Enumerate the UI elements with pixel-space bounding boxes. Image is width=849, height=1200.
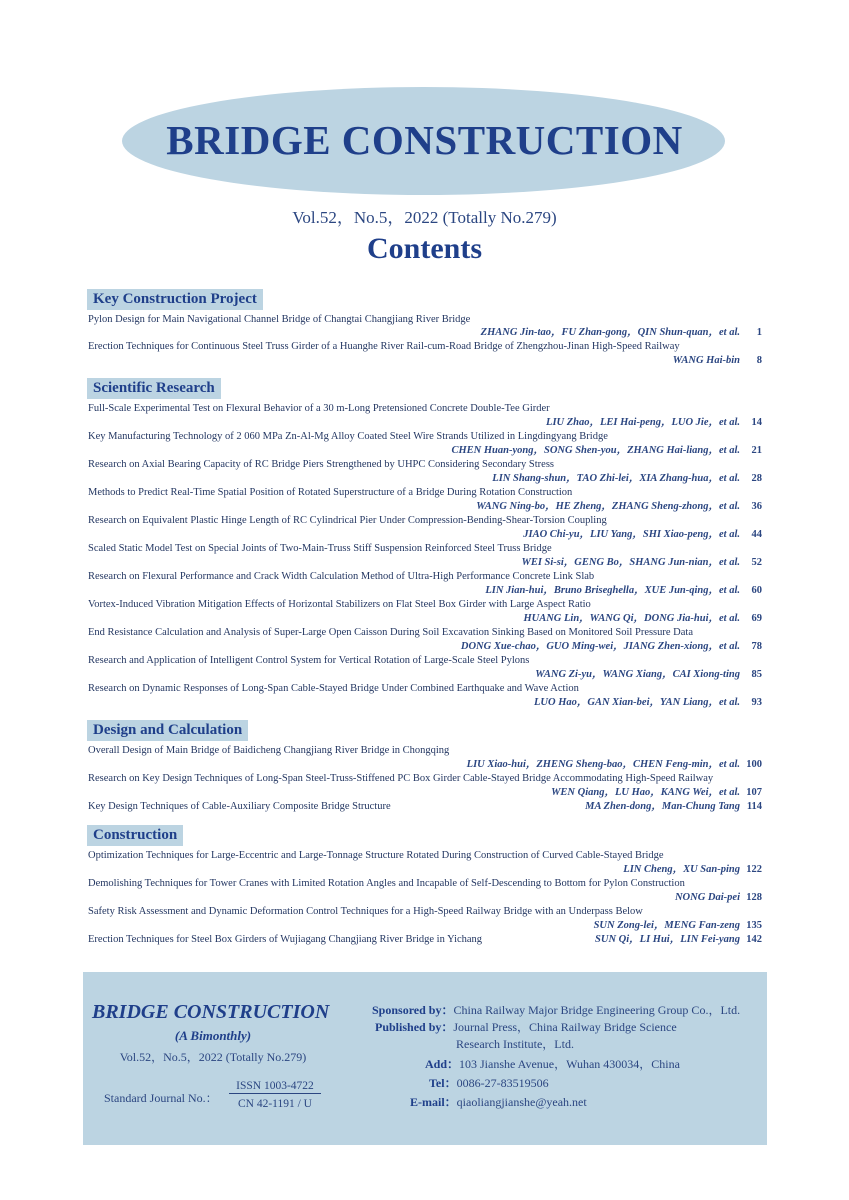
article-title: Key Manufacturing Technology of 2 060 MPa Zn-Al-Mg Alloy Coated Steel Wire Strands Utilized in Lingdingyang Bridge (88, 431, 608, 442)
published-by-continued: Research Institute，Ltd. (456, 1037, 574, 1051)
article-title: Key Design Techniques of Cable-Auxiliary Composite Bridge Structure (88, 801, 391, 812)
page-number: 1 (756, 327, 762, 338)
page-number: 85 (751, 669, 762, 680)
page-number: 114 (746, 801, 762, 812)
article-title: Overall Design of Main Bridge of Baidicheng Changjiang River Bridge in Chongqing (88, 745, 450, 756)
tel-value: 0086-27-83519506 (456, 1076, 549, 1090)
article-title: Pylon Design for Main Navigational Channel Bridge of Changtai Changjiang River Bridge (88, 314, 471, 325)
article-title: Demolishing Techniques for Tower Cranes with Limited Rotation Angles and Incapable of Self-Descending to Bottom for Pylon Construction (88, 878, 685, 889)
article-authors: DONG Xue-chao，GUO Ming-wei，JIANG Zhen-xiong，et al. 78 (460, 641, 762, 652)
page-number: 135 (746, 920, 762, 931)
article-title: Research on Dynamic Responses of Long-Span Cable-Stayed Bridge Under Combined Earthquake and Wave Action (88, 683, 579, 694)
article-title: Research on Flexural Performance and Crack Width Calculation Method of Ultra-High Performance Concrete Link Slab (88, 571, 595, 582)
article-authors: MA Zhen-dong，Man-Chung Tang 114 (585, 801, 762, 812)
article-authors: LUO Hao，GAN Xian-bei，YAN Liang，et al. 93 (533, 697, 762, 708)
article-title: Research and Application of Intelligent Control System for Vertical Rotation of Large-Scale Steel Pylons (88, 655, 530, 666)
published-by (375, 1020, 677, 1035)
page-number: 78 (751, 641, 762, 652)
published-value: Journal Press，China Railway Bridge Science (453, 1020, 677, 1034)
page-number: 60 (751, 585, 762, 596)
page-number: 122 (746, 864, 762, 875)
article-authors: WANG Hai-bin 8 (672, 355, 762, 366)
article-title: Scaled Static Model Test on Special Joints of Two-Main-Truss Stiff Suspension Reinforced Steel Truss Bridge (88, 543, 552, 554)
issn-number: ISSN 1003-4722 (229, 1080, 321, 1094)
article-title: Research on Axial Bearing Capacity of RC Bridge Piers Strengthened by UHPC Considering Secondary Stress (88, 459, 555, 470)
article-authors: WANG Zi-yu，WANG Xiang，CAI Xiong-ting 85 (535, 669, 762, 680)
page-number: 28 (751, 473, 762, 484)
article-title: Safety Risk Assessment and Dynamic Deformation Control Techniques for a High-Speed Railway Bridge with an Underpass Below (88, 906, 643, 917)
article-authors: WANG Ning-bo，HE Zheng，ZHANG Sheng-zhong，et al. 36 (476, 501, 762, 512)
address (425, 1057, 680, 1072)
article-authors: LIN Shang-shun，TAO Zhi-lei，XIA Zhang-hua，et al. 28 (492, 473, 762, 484)
article-title: Optimization Techniques for Large-Eccentric and Large-Tonnage Structure Rotated During Construction of Curved Cable-Stayed Bridge (88, 850, 664, 861)
footer-frequency: (A Bimonthly) (174, 1028, 252, 1043)
section-heading-design-calculation: Design and Calculation (87, 720, 248, 741)
article-title: Methods to Predict Real-Time Spatial Position of Rotated Superstructure of a Bridge During Rotation Construction (88, 487, 573, 498)
article-authors: ZHANG Jin-tao，FU Zhan-gong，QIN Shun-quan，et al. 1 (480, 327, 762, 338)
section-heading-scientific-research: Scientific Research (87, 378, 221, 399)
contents-heading: Contents (366, 232, 482, 265)
article-authors: SUN Qi，LI Hui，LIN Fei-yang 142 (595, 934, 762, 945)
email-value: qiaoliangjianshe@yeah.net (456, 1095, 587, 1109)
article-title: Research on Key Design Techniques of Long-Span Steel-Truss-Stiffened PC Box Girder Cable-Stayed Bridge Accommodating High-Speed Railway (88, 773, 714, 784)
page-number: 128 (746, 892, 762, 903)
journal-title: BRIDGE CONSTRUCTION (166, 117, 683, 163)
footer-journal-title: BRIDGE CONSTRUCTION (92, 1001, 330, 1023)
page-number: 69 (751, 613, 762, 624)
page-number: 21 (751, 445, 762, 456)
article-authors: JIAO Chi-yu，LIU Yang，SHI Xiao-peng，et al. 44 (523, 529, 762, 540)
page-number: 8 (756, 355, 762, 366)
issue-info: Vol.52，No.5，2022 (Totally No.279) (292, 208, 557, 227)
footer-issue: Vol.52，No.5，2022 (Totally No.279) (119, 1050, 307, 1064)
article-title: Research on Equivalent Plastic Hinge Length of RC Cylindrical Pier Under Compression-Bending-Shear-Torsion Coupling (88, 515, 607, 526)
published-label: Published by： (375, 1020, 454, 1034)
article-title: Erection Techniques for Continuous Steel Truss Girder of a Huanghe River Rail-cum-Road Bridge of Zhengzhou-Jinan High-Speed Railway (88, 341, 680, 352)
article-title: Erection Techniques for Steel Box Girders of Wujiagang Changjiang River Bridge in Yichang (88, 934, 483, 945)
email-label: E-mail： (410, 1095, 457, 1109)
article-title: Vortex-Induced Vibration Mitigation Effects of Horizontal Stabilizers on Flat Steel Box Girder with Large Aspect Ratio (88, 599, 591, 610)
section-heading-key-construction: Key Construction Project (87, 289, 263, 310)
tel-label: Tel： (429, 1076, 457, 1090)
publication-info-box (83, 972, 767, 1145)
article-authors: WEN Qiang，LU Hao，KANG Wei，et al. 107 (551, 787, 762, 798)
article-authors: HUANG Lin，WANG Qi，DONG Jia-hui，et al. 69 (523, 613, 762, 624)
article-authors: CHEN Huan-yong，SONG Shen-you，ZHANG Hai-liang，et al. 21 (451, 445, 762, 456)
page-number: 14 (751, 417, 762, 428)
address-value: 103 Jianshe Avenue，Wuhan 430034，China (459, 1057, 680, 1071)
article-authors: LIN Jian-hui，Bruno Briseghella，XUE Jun-qing，et al. 60 (485, 585, 762, 596)
address-label: Add： (425, 1057, 460, 1071)
sponsored-value: China Railway Major Bridge Engineering Group Co.，Ltd. (453, 1003, 741, 1017)
article-authors: LIU Xiao-hui，ZHENG Sheng-bao，CHEN Feng-min，et al. 100 (466, 759, 762, 770)
article-authors: WEI Si-si，GENG Bo，SHANG Jun-nian，et al. 52 (521, 557, 762, 568)
page-number: 93 (751, 697, 762, 708)
article-authors: LIU Zhao，LEI Hai-peng，LUO Jie，et al. 14 (546, 417, 762, 428)
article-authors: SUN Zong-lei，MENG Fan-zeng 135 (593, 920, 762, 931)
page-number: 36 (751, 501, 762, 512)
article-title: Full-Scale Experimental Test on Flexural Behavior of a 30 m-Long Pretensioned Concrete Double-Tee Girder (88, 403, 550, 414)
page-number: 142 (746, 934, 762, 945)
page-number: 107 (746, 787, 762, 798)
article-authors: NONG Dai-pei 128 (674, 892, 762, 903)
article-authors: LIN Cheng，XU San-ping 122 (623, 864, 762, 875)
sponsored-label: Sponsored by： (372, 1003, 454, 1017)
email (410, 1095, 587, 1110)
standard-journal-label: Standard Journal No.： (104, 1091, 218, 1105)
section-heading-construction: Construction (87, 825, 183, 846)
page-number: 52 (751, 557, 762, 568)
article-title: End Resistance Calculation and Analysis of Super-Large Open Caisson During Soil Excavation Sinking Based on Monitored Soil Pressure Data (88, 627, 694, 638)
sponsored-by (372, 1003, 740, 1018)
page-number: 44 (751, 529, 762, 540)
cn-number: CN 42-1191 / U (237, 1098, 312, 1110)
page-number: 100 (746, 759, 762, 770)
telephone (429, 1076, 549, 1091)
